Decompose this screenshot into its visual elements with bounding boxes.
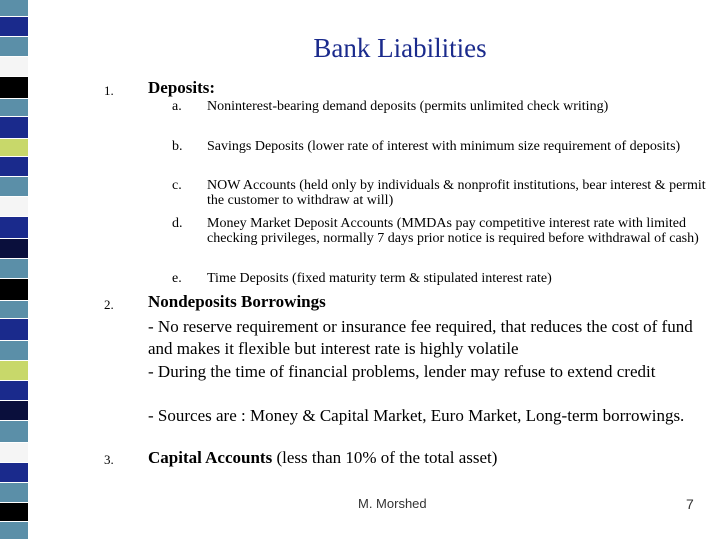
item-number: 3. xyxy=(104,452,114,467)
stripe-block xyxy=(0,361,28,381)
stripe-block xyxy=(0,522,28,540)
subitem-text: Money Market Deposit Accounts (MMDAs pay competitive interest rate with limited checking privileges, normally 7 days prior notice is required before withdrawal of cash) xyxy=(207,216,699,246)
footer-author: M. Morshed xyxy=(358,496,427,511)
stripe-block xyxy=(0,239,28,259)
stripe-block xyxy=(0,157,28,177)
item-capital-detail: (less than 10% of the total asset) xyxy=(272,448,498,467)
stripe-block xyxy=(0,443,28,463)
stripe-block xyxy=(0,177,28,197)
stripe-block xyxy=(0,117,28,139)
stripe-block xyxy=(0,401,28,421)
subitem-letter: b. xyxy=(172,139,183,154)
subitem-letter: a. xyxy=(172,99,182,114)
subitem-text: Time Deposits (fixed maturity term & stipulated interest rate) xyxy=(207,271,552,286)
subitem-text: NOW Accounts (held only by individuals & nonprofit institutions, bear interest & permit the customer to withdraw at will) xyxy=(207,178,706,208)
item-heading-deposits: Deposits: xyxy=(148,78,216,97)
stripe-block xyxy=(0,197,28,217)
stripe-block xyxy=(0,217,28,239)
item-capital-accounts xyxy=(148,447,708,469)
item-heading-nondeposits: Nondeposits Borrowings xyxy=(148,292,326,311)
slide-title: Bank Liabilities xyxy=(313,33,487,63)
subitem-letter: c. xyxy=(172,178,182,193)
stripe-block xyxy=(0,421,28,443)
paragraph-line: - No reserve requirement or insurance fee required, that reduces the cost of fund and makes it flexible but interest rate is highly volatile xyxy=(148,317,693,358)
item-heading-capital: Capital Accounts xyxy=(148,448,273,467)
stripe-block xyxy=(0,301,28,319)
stripe-block xyxy=(0,319,28,341)
stripe-block xyxy=(0,0,28,17)
item-number: 1. xyxy=(104,83,114,98)
paragraph-line: - Sources are : Money & Capital Market, Euro Market, Long-term borrowings. xyxy=(148,406,685,425)
subitem-letter: d. xyxy=(172,216,183,231)
stripe-block xyxy=(0,139,28,157)
stripe-block xyxy=(0,341,28,361)
decorative-stripe xyxy=(0,0,28,540)
stripe-block xyxy=(0,483,28,503)
subitem-letter: e. xyxy=(172,271,182,286)
item-number: 2. xyxy=(104,297,114,312)
subitem-text: Savings Deposits (lower rate of interest with minimum size requirement of deposits) xyxy=(207,139,681,154)
stripe-block xyxy=(0,259,28,279)
subitem-text: Noninterest-bearing demand deposits (permits unlimited check writing) xyxy=(207,99,609,114)
stripe-block xyxy=(0,503,28,522)
paragraph-line: - During the time of financial problems, lender may refuse to extend credit xyxy=(148,362,656,381)
stripe-block xyxy=(0,77,28,99)
stripe-block xyxy=(0,463,28,483)
page-number: 7 xyxy=(686,496,694,512)
stripe-block xyxy=(0,99,28,117)
stripe-block xyxy=(0,279,28,301)
stripe-block xyxy=(0,381,28,401)
